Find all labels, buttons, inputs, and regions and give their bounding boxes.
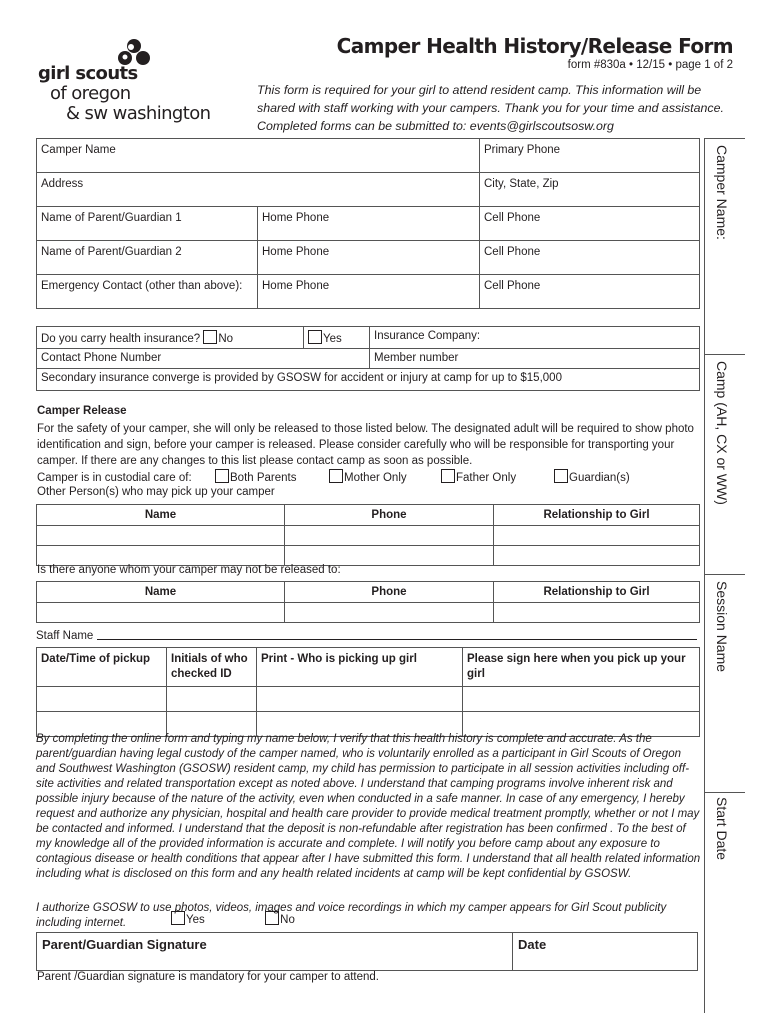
- pickup-log-table: [36, 647, 700, 737]
- side-start-date-segment: [705, 792, 745, 1013]
- not-released-relationship-input[interactable]: [494, 603, 700, 623]
- insurance-no-checkbox[interactable]: [203, 330, 217, 344]
- parent1-cell-phone-field[interactable]: Cell Phone: [480, 207, 700, 241]
- table-row: [37, 603, 700, 623]
- pickup-name-input[interactable]: [37, 546, 285, 566]
- side-camp-label: Camp (AH, CX or WW): [714, 361, 730, 505]
- form-title: Camper Health History/Release Form: [336, 34, 733, 58]
- staff-name-label: Staff Name: [36, 630, 94, 642]
- staff-name-input[interactable]: [97, 639, 697, 640]
- custody-guardian-checkbox[interactable]: [554, 469, 568, 483]
- authorized-pickup-table: [36, 504, 700, 566]
- insurance-question: Do you carry health insurance?: [41, 333, 201, 345]
- side-tab: [704, 138, 744, 1013]
- col-relationship: Relationship to Girl: [494, 582, 700, 603]
- col-sign: Please sign here when you pick up your girl: [463, 648, 700, 687]
- custody-mother-label: Mother Only: [344, 472, 407, 484]
- not-released-phone-input[interactable]: [285, 603, 494, 623]
- side-session-label: Session Name: [714, 581, 730, 673]
- col-print: Print - Who is picking up girl: [257, 648, 463, 687]
- logo-line-3: & sw washington: [66, 103, 211, 124]
- logo-line-2: of oregon: [50, 83, 131, 104]
- authorize-yes-label: Yes: [186, 914, 205, 926]
- side-camp-segment: [705, 354, 745, 574]
- emergency-cell-phone-field[interactable]: Cell Phone: [480, 275, 700, 309]
- insurance-no-label: No: [218, 333, 234, 345]
- custody-row: [37, 469, 702, 484]
- parent-signature-table: [36, 932, 698, 971]
- insurance-yes-checkbox[interactable]: [308, 330, 322, 344]
- side-camper-name-segment: [705, 138, 745, 354]
- gsosw-logo: [38, 38, 213, 128]
- custody-label: Camper is in custodial care of:: [37, 472, 192, 484]
- pickup-datetime-input[interactable]: [37, 687, 167, 712]
- intro-text: This form is required for your girl to attend resident camp. This information will be shared with staff working with your campers. Thank you for your time and assistance. Completed forms can be submitted to: events@girlscoutsosw.org: [257, 83, 724, 133]
- pickup-initials-input[interactable]: [167, 687, 257, 712]
- camper-release-text: For the safety of your camper, she will only be released to those listed below. The designated adult will be required to show photo identification and sign, before your camper is released. Please consider carefully who will be responsible for transporting your camper. If there are any changes to this list please contact camp as soon as possible.: [37, 423, 694, 468]
- pickup-name-input[interactable]: [37, 526, 285, 546]
- not-released-table: [36, 581, 700, 623]
- secondary-insurance-note: Secondary insurance converge is provided by GSOSW for accident or injury at camp for up to $15,000: [37, 369, 700, 391]
- mandatory-note: Parent /Guardian signature is mandatory for your camper to attend.: [37, 971, 379, 983]
- side-session-segment: [705, 574, 745, 792]
- parent1-name-field[interactable]: Name of Parent/Guardian 1: [37, 207, 258, 241]
- custody-guardian-label: Guardian(s): [569, 472, 630, 484]
- parent1-home-phone-field[interactable]: Home Phone: [258, 207, 480, 241]
- table-row: [37, 687, 700, 712]
- parent2-name-field[interactable]: Name of Parent/Guardian 2: [37, 241, 258, 275]
- not-released-label: Is there anyone whom your camper may not be released to:: [37, 564, 341, 576]
- pickup-sign-input[interactable]: [463, 687, 700, 712]
- insurance-table: [36, 326, 700, 391]
- not-released-name-input[interactable]: [37, 603, 285, 623]
- city-state-zip-field[interactable]: City, State, Zip: [480, 173, 700, 207]
- col-name: Name: [37, 505, 285, 526]
- insurance-yes-cell: [304, 327, 370, 349]
- camper-release-heading: Camper Release: [37, 405, 127, 417]
- logo-line-1: girl scouts: [38, 63, 138, 84]
- form-number: form #830a • 12/15 • page 1 of 2: [567, 59, 733, 71]
- insurance-question-cell: [37, 327, 304, 349]
- custody-father-checkbox[interactable]: [441, 469, 455, 483]
- pickup-phone-input[interactable]: [285, 546, 494, 566]
- contact-phone-field[interactable]: Contact Phone Number: [37, 349, 370, 369]
- authorize-no-checkbox[interactable]: [265, 911, 279, 925]
- pickup-relationship-input[interactable]: [494, 526, 700, 546]
- signature-date-field[interactable]: Date: [513, 933, 698, 971]
- authorize-text: I authorize GSOSW to use photos, videos, images and voice recordings in which my camper appears for Girl Scout publicity including internet.: [36, 902, 667, 929]
- pickup-print-input[interactable]: [257, 687, 463, 712]
- side-camper-name-label: Camper Name:: [714, 145, 730, 240]
- side-start-date-label: Start Date: [714, 797, 730, 861]
- pickup-phone-input[interactable]: [285, 526, 494, 546]
- parent2-home-phone-field[interactable]: Home Phone: [258, 241, 480, 275]
- insurance-yes-label: Yes: [323, 333, 342, 345]
- col-phone: Phone: [285, 582, 494, 603]
- contact-table: [36, 138, 700, 309]
- insurance-company-field[interactable]: Insurance Company:: [370, 327, 700, 349]
- custody-mother-checkbox[interactable]: [329, 469, 343, 483]
- col-initials: Initials of who checked ID: [167, 648, 257, 687]
- authorize-no-label: No: [280, 914, 295, 926]
- authorize-yes-checkbox[interactable]: [171, 911, 185, 925]
- custody-both-label: Both Parents: [230, 472, 297, 484]
- parent-signature-field[interactable]: Parent/Guardian Signature: [37, 933, 513, 971]
- authorize-options: [171, 911, 295, 926]
- camper-name-field[interactable]: Camper Name: [37, 139, 480, 173]
- others-label: Other Person(s) who may pick up your camper: [37, 486, 275, 498]
- custody-father-label: Father Only: [456, 472, 517, 484]
- emergency-home-phone-field[interactable]: Home Phone: [258, 275, 480, 309]
- consent-text: By completing the online form and typing my name below, I verify that this health history is complete and accurate. As the parent/guardian having legal custody of the camper named, who is voluntarily enrolled as a participant in Girl Scouts of Oregon and Southwest Washington (GSOSW) resident camp, my child has permission to participate in all session activities including off-site activities and related transportation except as noted above. I understand that camping programs involve inherent risk and possible injury because of the nature of the activity, even when conducted in a safe manner. In case of any emergency, I hereby request and authorize any physician, hospital and health care provider to provide medical treatment promptly, whether or not I may be contacted and informed. I understand that the deposit is non-refundable after registration has been confirmed . To the best of my knowledge all of the provided information is accurate and complete. I will notify you before camp about any exposure to contagious disease or health conditions that appear after I have submitted this form. I understand that all health related information including what is disclosed on this form and any health related incidents at camp will be kept confidential by GSOSW.: [36, 733, 701, 880]
- table-row: [37, 546, 700, 566]
- col-name: Name: [37, 582, 285, 603]
- col-relationship: Relationship to Girl: [494, 505, 700, 526]
- member-number-field[interactable]: Member number: [370, 349, 700, 369]
- pickup-relationship-input[interactable]: [494, 546, 700, 566]
- table-row: [37, 526, 700, 546]
- staff-name-row: [36, 630, 697, 642]
- emergency-contact-field[interactable]: Emergency Contact (other than above):: [37, 275, 258, 309]
- custody-both-checkbox[interactable]: [215, 469, 229, 483]
- primary-phone-field[interactable]: Primary Phone: [480, 139, 700, 173]
- col-datetime: Date/Time of pickup: [37, 648, 167, 687]
- col-phone: Phone: [285, 505, 494, 526]
- address-field[interactable]: Address: [37, 173, 480, 207]
- parent2-cell-phone-field[interactable]: Cell Phone: [480, 241, 700, 275]
